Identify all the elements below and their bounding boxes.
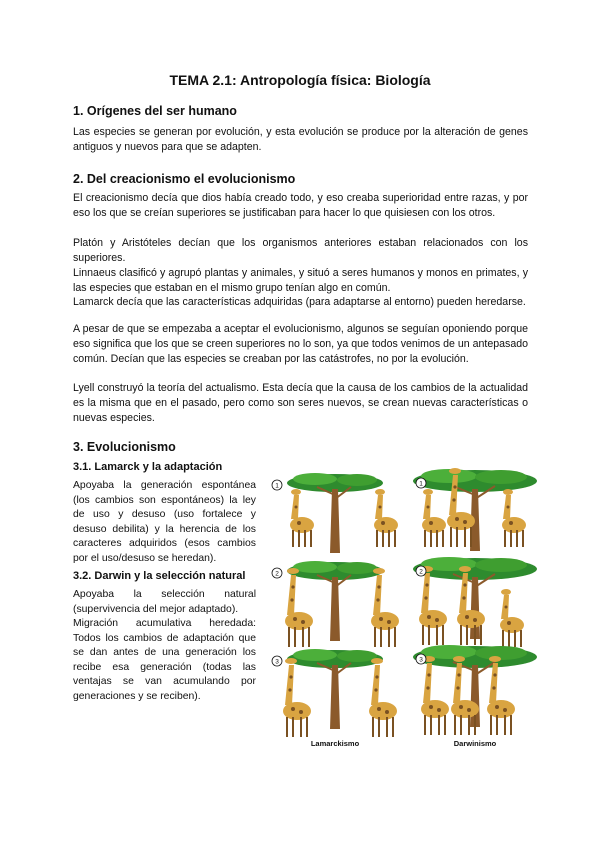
section-2-para-4: Lamarck decía que las características adquiridas (para adaptarse al entorno) pueden heredarse.	[73, 296, 526, 308]
lamarck-panel-1-number: 1	[275, 482, 279, 490]
section-2-heading: 2. Del creacionismo el evolucionismo	[73, 172, 296, 186]
section-3-2-text-1: Apoyaba la selección natural (supervivencia del mejor adaptado).	[73, 589, 256, 615]
section-3-2-text-2: Migración acumulativa heredada: Todos los cambios de adaptación que se dan antes de una generación los recibe esa generación (todas las ventajas se van acumulando por generaciones y se reciben).	[73, 618, 256, 702]
evolution-figure	[263, 463, 540, 753]
darwin-panel-3	[413, 645, 537, 735]
section-2-para-3: Linnaeus clasificó y agrupó plantas y animales, y situó a seres humanos y monos en primates, y las especies que estaban en el mismo grupo tenían algo en común.	[73, 267, 528, 294]
lamarck-panel-2-number: 2	[275, 570, 279, 578]
darwin-panel-2	[413, 557, 537, 647]
lamarck-panel-1	[272, 473, 398, 553]
section-2-para-6: Lyell construyó la teoría del actualismo. Esta decía que la causa de los cambios de la actualidad es la misma que en el pasado, pero como son seres nuevos, se crean nuevas características o nuevas especies.	[73, 382, 528, 424]
darwinismo-caption: Darwinismo	[453, 739, 497, 748]
lamarck-panel-2	[272, 561, 399, 647]
section-3-1-heading: 3.1. Lamarck y la adaptación	[73, 461, 223, 473]
section-2-para-1: El creacionismo decía que dios había creado todo, y eso creaba superioridad entre razas, y por eso los que se creían superiores se justificaban para hacer lo que quisiesen con los otros.	[73, 192, 528, 219]
section-2-para-5: A pesar de que se empezaba a aceptar el evolucionismo, algunos se seguían oponiendo porque eso significa que los que se creen superiores no lo son, ya que todos venimos de un antepasado común. Decían que las especies se creaban por las catástrofes, no por la evolución.	[73, 323, 528, 365]
darwin-panel-1-number: 1	[419, 480, 423, 488]
section-3-heading: 3. Evolucionismo	[73, 440, 176, 454]
lamarck-panel-3-number: 3	[275, 658, 279, 666]
lamarckismo-caption: Lamarckismo	[310, 739, 360, 748]
darwin-panel-3-number: 3	[419, 656, 423, 664]
darwin-panel-1	[413, 468, 537, 551]
darwin-panel-2-number: 2	[419, 568, 423, 576]
lamarck-panel-3	[272, 649, 397, 737]
section-3-2-heading: 3.2. Darwin y la selección natural	[73, 570, 246, 582]
section-1-text: Las especies se generan por evolución, y esta evolución se produce por la alteración de genes antiguos y nuevos para que se adapten.	[73, 126, 528, 153]
page-title: TEMA 2.1: Antropología física: Biología	[169, 72, 431, 88]
section-2-para-2: Platón y Aristóteles decían que los organismos anteriores estaban relacionados con los superiores.	[73, 237, 528, 264]
section-3-1-text: Apoyaba la generación espontánea (los cambios son espontáneos) la ley de uso y desuso (uso fortalece y desuso debilita) y la herencia de los caracteres adquiridos (esos cambios por el uso/desuso se heredan).	[73, 480, 256, 564]
section-1-heading: 1. Orígenes del ser humano	[73, 104, 237, 118]
